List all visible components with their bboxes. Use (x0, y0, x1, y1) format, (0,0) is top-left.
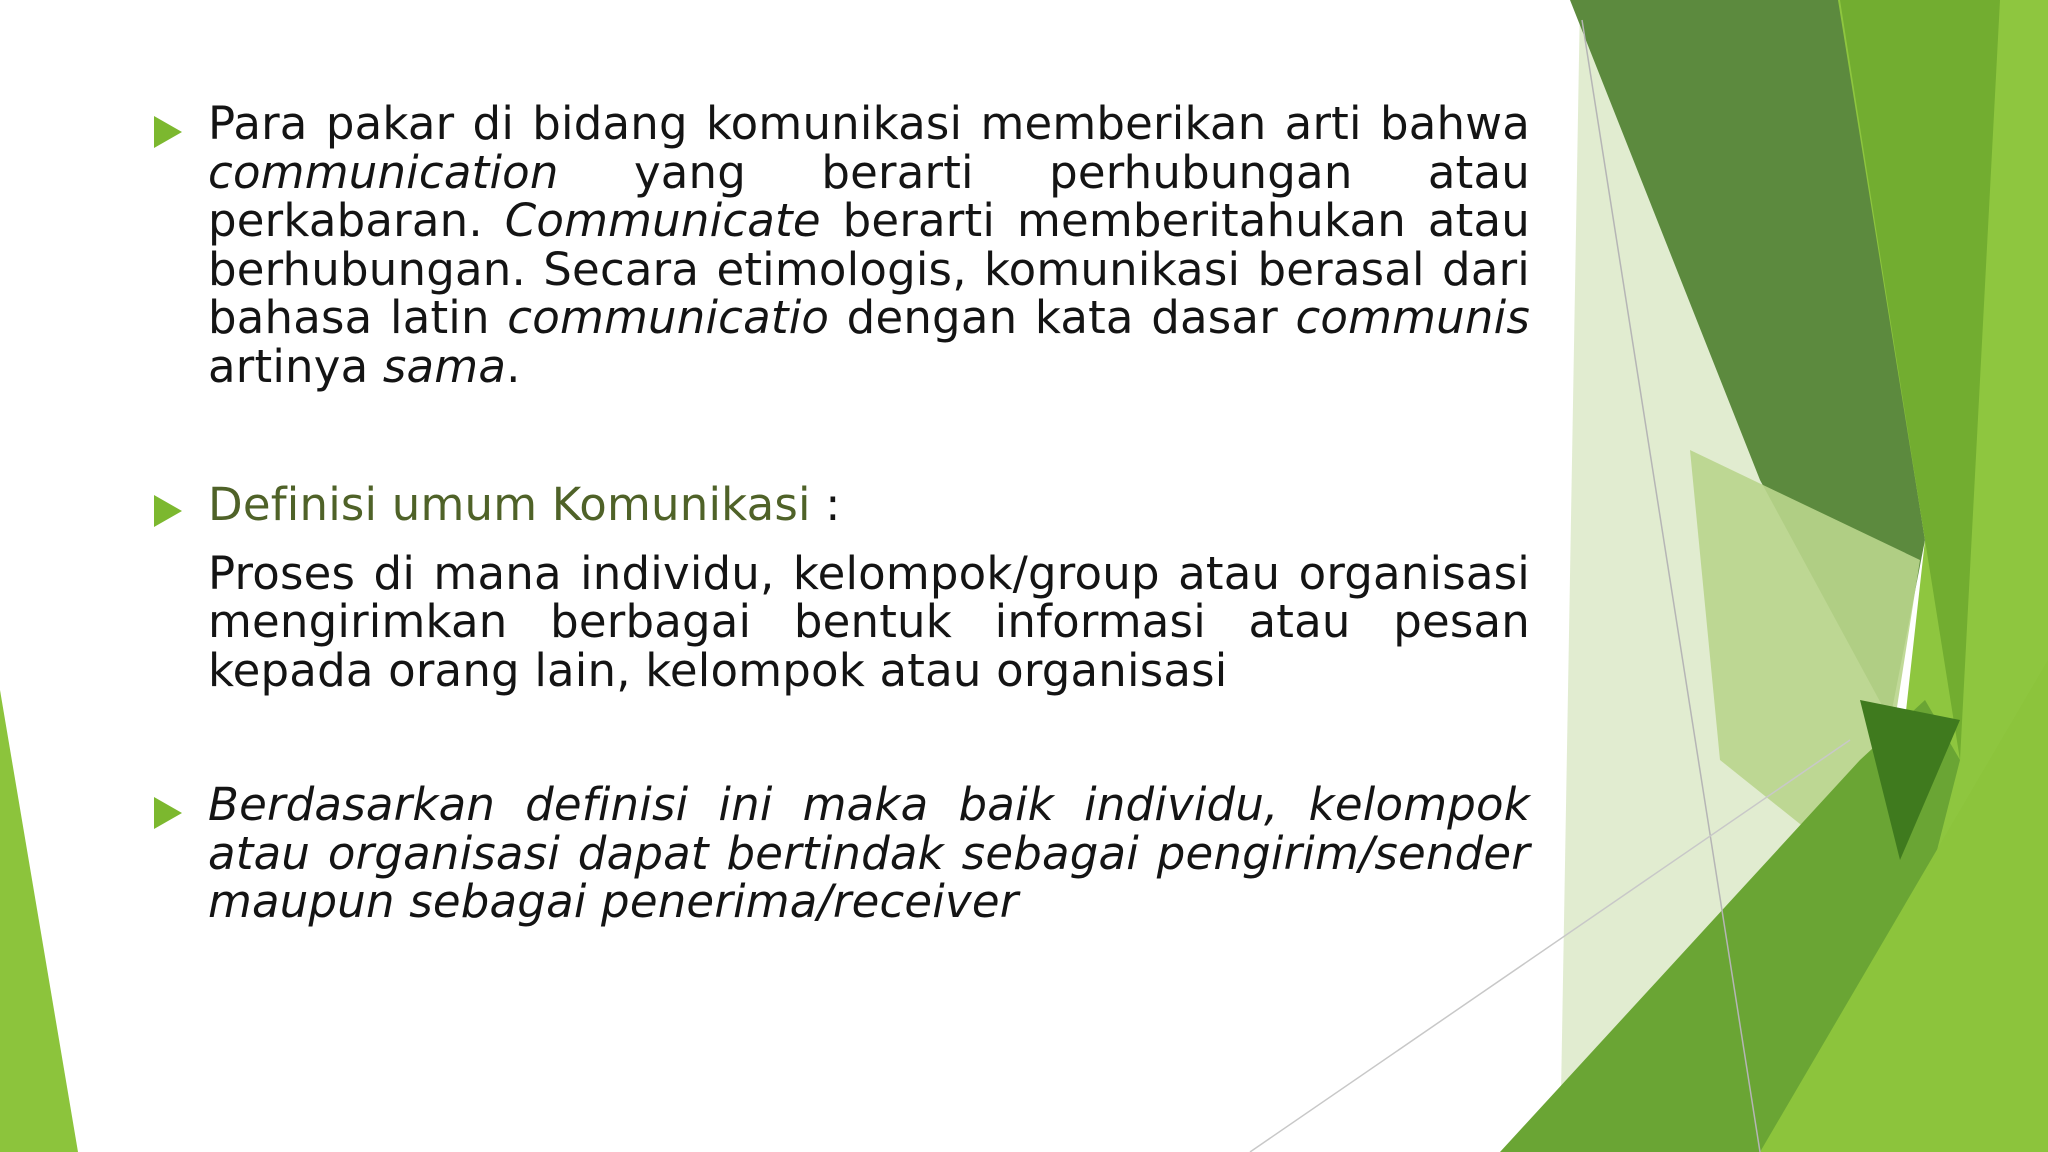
italic-term-communicate: Communicate (504, 194, 821, 247)
bullet-item-2 (150, 478, 1530, 697)
definition-heading: Definisi umum Komunikasi (208, 478, 811, 531)
bullet-item-1 (150, 97, 1530, 393)
text-run: . (506, 339, 521, 393)
left-green-sliver (0, 690, 78, 1152)
bullet-3-text: Berdasarkan definisi ini maka baik individu, kelompok atau organisasi dapat bertindak sebagai pengirim/sender maupun sebagai penerima/receiver (208, 778, 1530, 928)
definition-body: Proses di mana individu, kelompok/group atau organisasi mengirimkan berbagai bentuk informasi atau pesan kepada orang lain, kelompok atau organisasi (208, 546, 1530, 697)
slide-content (150, 97, 1530, 928)
arrow-bullet-icon (154, 797, 182, 829)
text-run: artinya (208, 339, 383, 393)
text-run: yang berarti perhubungan atau perkabaran. (208, 145, 1530, 247)
italic-term-sama: sama (382, 339, 507, 393)
italic-term-communicatio: communicatio (507, 291, 830, 344)
bullet-2-heading (208, 478, 1530, 531)
heading-colon: : (810, 478, 841, 531)
arrow-bullet-icon (154, 495, 182, 527)
arrow-bullet-icon (154, 116, 182, 148)
italic-term-communis: communis (1295, 291, 1530, 344)
text-run: Para pakar di bidang komunikasi memberikan arti bahwa (208, 97, 1530, 150)
bullet-item-3 (150, 778, 1530, 928)
italic-term-communication: communication (208, 145, 559, 199)
bullet-1-text (208, 97, 1530, 393)
text-run: berarti memberitahukan atau berhubungan. Secara etimologis, komunikasi berasal dari bahasa latin (208, 194, 1530, 344)
text-run: dengan kata dasar (829, 291, 1296, 344)
